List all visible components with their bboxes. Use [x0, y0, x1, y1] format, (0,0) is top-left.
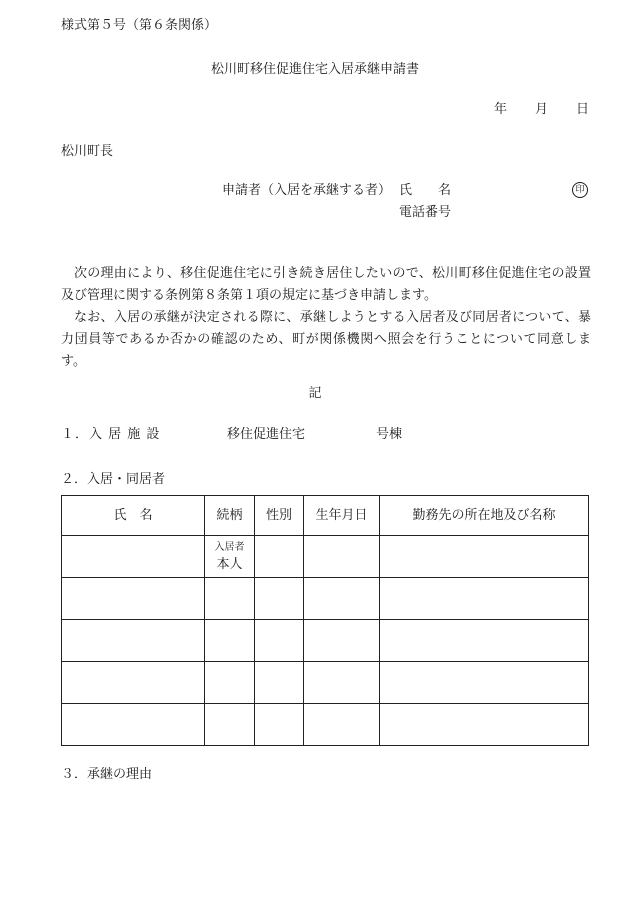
applicant-name-label: 氏 名 — [399, 183, 452, 198]
header-name: 氏 名 — [62, 496, 205, 536]
cell-gender[interactable] — [255, 536, 304, 578]
table-row — [62, 578, 589, 620]
cell-name[interactable] — [62, 578, 205, 620]
cell-workplace[interactable] — [380, 578, 589, 620]
cell-workplace[interactable] — [380, 536, 589, 578]
applicant-label: 申請者（入居を承継する者） — [222, 183, 392, 198]
cell-workplace[interactable] — [380, 620, 589, 662]
cell-relation[interactable] — [205, 620, 255, 662]
cell-name[interactable] — [62, 620, 205, 662]
table-row — [62, 704, 589, 746]
cell-name[interactable] — [62, 536, 205, 578]
cell-birthdate[interactable] — [304, 662, 380, 704]
cell-workplace[interactable] — [380, 662, 589, 704]
applicant-phone-label: 電話番号 — [399, 205, 452, 220]
header-gender: 性別 — [255, 496, 304, 536]
body-paragraph-2: なお、入居の承継が決定される際に、承継しようとする入居者及び同居者について、暴力団員等であるか否かの確認のため、町が関係機関へ照会を行うことについて同意します。 — [61, 310, 591, 369]
cell-name[interactable] — [62, 662, 205, 704]
cell-birthdate[interactable] — [304, 704, 380, 746]
date-year-label: 年 — [494, 102, 508, 117]
cell-relation[interactable] — [205, 704, 255, 746]
cell-relation[interactable] — [205, 662, 255, 704]
header-workplace: 勤務先の所在地及び名称 — [380, 496, 589, 536]
cell-birthdate[interactable] — [304, 620, 380, 662]
section1-facility: 移住促進住宅 — [227, 427, 306, 442]
residents-table — [61, 495, 589, 746]
cell-gender[interactable] — [255, 704, 304, 746]
addressee: 松川町長 — [61, 144, 114, 159]
date-day-label: 日 — [576, 102, 590, 117]
body-text — [61, 263, 591, 373]
relation-self-label: 本人 — [216, 557, 243, 572]
cell-birthdate[interactable] — [304, 578, 380, 620]
body-paragraph-1: 次の理由により、移住促進住宅に引き続き居住したいので、松川町移住促進住宅の設置及び管理に関する条例第８条第１項の規定に基づき申請します。 — [61, 266, 591, 303]
cell-birthdate[interactable] — [304, 536, 380, 578]
form-number: 様式第５号（第６条関係） — [61, 18, 218, 33]
relation-resident-label: 入居者 — [214, 542, 245, 553]
table-row — [62, 536, 589, 578]
cell-workplace[interactable] — [380, 704, 589, 746]
section1-building-unit: 号棟 — [376, 427, 403, 442]
cell-relation[interactable] — [205, 578, 255, 620]
section1-title: １．入 居 施 設 — [61, 427, 161, 442]
section3-title: ３．承継の理由 — [61, 767, 153, 782]
cell-relation — [205, 536, 255, 578]
cell-gender[interactable] — [255, 578, 304, 620]
table-row — [62, 620, 589, 662]
document-title: 松川町移住促進住宅入居承継申請書 — [210, 62, 419, 77]
table-header-row — [62, 496, 589, 536]
header-birthdate: 生年月日 — [304, 496, 380, 536]
header-relation: 続柄 — [205, 496, 255, 536]
table-row — [62, 662, 589, 704]
seal-icon: 印 — [572, 182, 588, 198]
cell-gender[interactable] — [255, 620, 304, 662]
cell-name[interactable] — [62, 704, 205, 746]
ki-heading: 記 — [308, 386, 322, 401]
section2-title: ２．入居・同居者 — [61, 472, 166, 487]
date-month-label: 月 — [535, 102, 549, 117]
cell-gender[interactable] — [255, 662, 304, 704]
